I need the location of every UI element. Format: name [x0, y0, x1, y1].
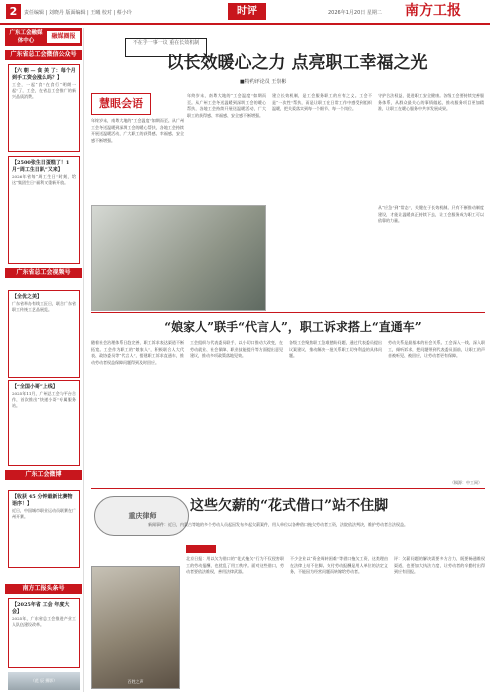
- sidebar-card-6[interactable]: [8, 598, 80, 668]
- sidebar-card-title: 【“全国小哥”上线】: [12, 384, 58, 390]
- sidebar-card-text: 2025年，广东省总工会推进产业工人队伍建设改革。: [12, 616, 76, 627]
- story3-col-3: 评：欠薪问题的解决需要多方合力，既要畅通维权渠道，也要加大执法力度，让劳动者的辛勤付出得到应有回报。: [394, 556, 485, 575]
- lead-col-1: 年终岁末，南粤大地的“工会温度”如期而至。从广州工会冬送温暖到深圳工会的暖心帮扶，各地工会持续开展送温暖活动，广大职工的获得感、幸福感、安全感不断增强。: [91, 118, 184, 143]
- sidebar-section-video: 广东省总工会视频号: [5, 268, 82, 278]
- editor-meta: 责任编辑 | 刘晓丹 版面编辑 | 王曦 校对 | 蔡小玲: [24, 10, 132, 16]
- sidebar-section-weibo: 广东工会微博: [5, 470, 82, 480]
- story2-col-4: 劳动关系是最基本的社会关系。工会深入一线、深入职工，倾听诉求，把问题带到代表委员面前，让职工的声音被听见、被回应，让劳动者更有保障。: [388, 340, 485, 359]
- lead-col-1b: 年终岁末，南粤大地的“工会温度”如期而至。从广州工会冬送温暖到深圳工会的暖心帮扶，各地工会持续开展送温暖活动，广大职工的获得感、幸福感、安全感不断增强。: [187, 93, 266, 118]
- sidebar: [5, 28, 84, 692]
- story3-stamp: [94, 496, 189, 536]
- sidebar-photo-caption: （范 辰 摄影）: [30, 678, 58, 683]
- sidebar-brand-text: 广东工会融媒体中心: [9, 30, 43, 44]
- story3-col-1: 北京日报：用以欠为借口的“花式拖欠”行为不仅侵害职工的劳动报酬，也扰乱了用工秩序。面对这些借口，劳动者要依法维权，善用法律武器。: [186, 556, 284, 575]
- story3-photo: [91, 566, 180, 689]
- page-header: [0, 0, 490, 24]
- sidebar-card-2[interactable]: [8, 156, 80, 264]
- story2-credit: （稿源：中工网）: [450, 480, 482, 485]
- newspaper-logo: 南方工报: [405, 3, 461, 19]
- story3-photo-caption: 百姓之声: [127, 679, 144, 684]
- section-rule: [91, 488, 485, 489]
- lead-photo: [91, 205, 266, 311]
- sidebar-photo: [8, 672, 80, 690]
- story2-col-2: 工会组织与代表委员联手，以小切口推动大改变，在劳动就业、社会保障、职业技能提升等方面提出意见建议，推动多项政策落地见效。: [190, 340, 283, 359]
- sidebar-card-title: 【2025年省 工会 年度大会】: [12, 602, 70, 615]
- lead-col-4: 从“应急”到“常态”，关键在于长效机制。只有不断推动制度建设，才能让温暖真正持续下去，让工会服务成为职工可以依靠的力量。: [378, 205, 484, 224]
- section-rule: [91, 312, 485, 313]
- sidebar-card-text: 近日，中国城市职业运动员联赛在广州开赛。: [12, 508, 76, 519]
- lead-col-2: 建立长效机制，是工会服务职工的应有之义。工会不是“一次性”帮扶，而是让职工在日常工作中感受到组织温暖，把关爱落实到每一个细节、每一个岗位。: [272, 93, 372, 112]
- column-logo: 慧眼会语: [91, 93, 151, 115]
- sidebar-section-wechat: 广东省总工会微信公众号: [5, 50, 82, 60]
- sidebar-card-title: 【全优之美】: [12, 294, 43, 300]
- header-rule: [0, 23, 490, 25]
- lead-col-3: 守护合法权益，促进职工安全健康。各级工会要持续完善服务体系，从群众最关心的事情做起，推动服务项目更加精准，让职工在暖心服务中共享发展成果。: [378, 93, 484, 112]
- story3-col-2: 不少企业以“资金周转困难”等借口拖欠工资，这类理由在法律上站不住脚。支付劳动报酬是用人单位的法定义务，不能因为经营问题而转嫁给劳动者。: [290, 556, 388, 575]
- page-number: 2: [6, 4, 21, 19]
- lead-headline[interactable]: 以长效暖心之力 点亮职工幸福之光: [166, 53, 428, 73]
- sidebar-card-text: 2025年11月，广州总工会与平台合作，首次推出“快递小哥”专属服务站。: [12, 391, 76, 408]
- story3-subtitle: 新闻事件：近日，内蒙古等地的多个劳动人员起因发布多起欠薪案件，用人单位以各种借口拖欠劳动者工资，法院依法判决，维护劳动者合法权益。: [148, 522, 408, 527]
- story2-headline[interactable]: “娘家人”联手“代言人”，职工诉求搭上“直通车”: [164, 320, 422, 334]
- sidebar-card-4[interactable]: [8, 380, 80, 466]
- sidebar-section-toutiao: 南方工报头条号: [5, 584, 82, 594]
- sidebar-card-3[interactable]: [8, 290, 80, 378]
- sidebar-card-title: 【收获 45 分钟最新比赛物语序！】: [12, 494, 73, 507]
- issue-date: 2026年1月20日 星期二: [328, 10, 382, 16]
- sidebar-brand: [5, 28, 82, 46]
- byline: ■特约评论员 王崇彬: [240, 79, 287, 85]
- sidebar-card-text: 工会，一起“食”在食行“明朗一起”了，工会，在省总工会推广的新兴品质消费。: [12, 82, 76, 99]
- story3-headline[interactable]: 这些欠薪的“花式借口”站不住脚: [190, 498, 389, 514]
- sidebar-brand-badge: 融媒圈报: [47, 31, 80, 43]
- story3-stamp-label: 重庆律师: [128, 512, 157, 520]
- sidebar-card-text: 广东省举办有线工匠日，联合广东省职工传统工艺品展览。: [12, 301, 76, 312]
- story2-col-3: 各级工会聚焦职工急难愁盼问题，通过代表委员提出议案建议，推动解决一批关系职工切身利益的具体问题。: [289, 340, 382, 359]
- sidebar-card-text: 2026年省每“周工生日”时刻，给这“集团生日”福利又重新开放。: [12, 174, 76, 185]
- sidebar-card-5[interactable]: [8, 490, 80, 568]
- sidebar-card-1[interactable]: [8, 64, 80, 152]
- sidebar-card-title: 【2500张生日蛋糕了！1月“周工生日趴”又来】: [12, 160, 70, 173]
- article-kicker: 不在乎一事一议 重在长效机制: [125, 38, 207, 57]
- sidebar-card-title: 【六 朝 — 食 美 了：每个月到手工资会涨么吗？】: [12, 68, 76, 81]
- section-label: 时评: [228, 3, 266, 20]
- story3-tag: [186, 545, 216, 553]
- story2-col-1: 随着社会治理体系日趋完善，职工诉求表达渠道不断拓宽。工会作为职工的“娘家人”，积极联合人大代表、政协委员等“代言人”，搭建职工诉求直通车，推动劳动者权益保障问题得到及时回应。: [91, 340, 184, 365]
